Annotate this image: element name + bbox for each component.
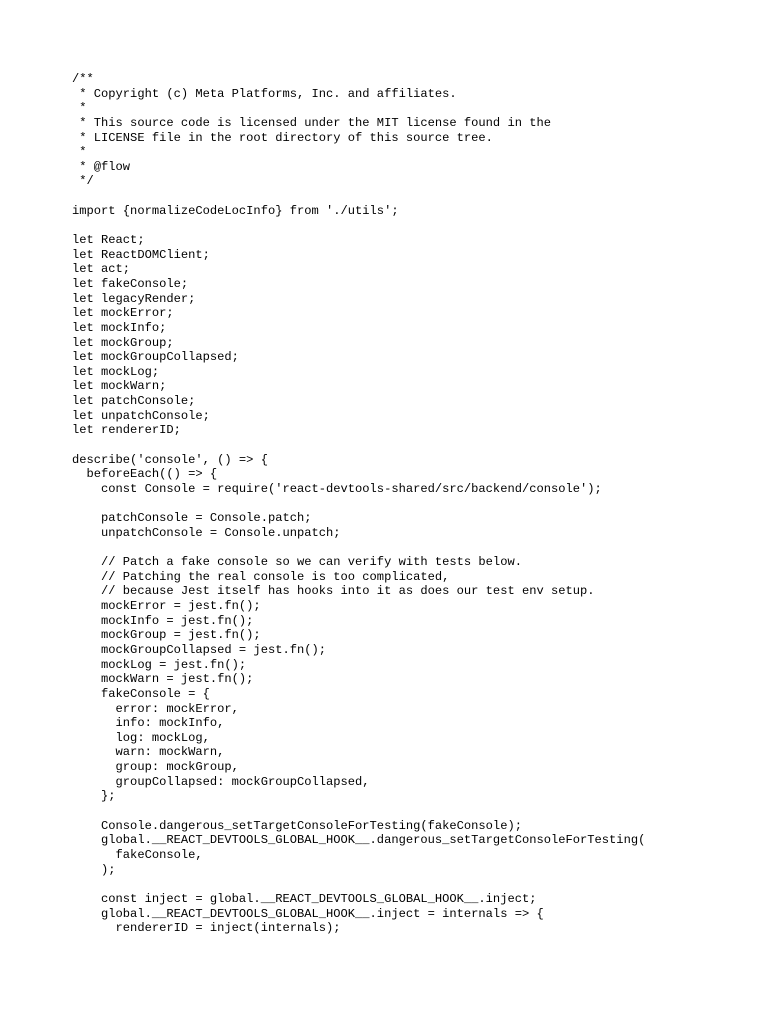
code-line: * xyxy=(72,101,87,116)
code-line: * xyxy=(72,145,87,160)
code-line: rendererID = inject(internals); xyxy=(72,921,341,936)
code-line: global.__REACT_DEVTOOLS_GLOBAL_HOOK__.dangerous_setTargetConsoleForTesting( xyxy=(72,833,646,848)
code-line xyxy=(72,541,645,556)
code-line: let legacyRender; xyxy=(72,291,196,306)
code-line: * LICENSE file in the root directory of this source tree. xyxy=(72,130,493,145)
code-line: * Copyright (c) Meta Platforms, Inc. and affiliates. xyxy=(72,86,457,101)
code-line: let act; xyxy=(72,262,131,277)
code-line: mockLog = jest.fn(); xyxy=(72,657,247,672)
code-line: */ xyxy=(72,174,94,189)
code-line: let unpatchConsole; xyxy=(72,408,210,423)
code-line xyxy=(72,877,645,892)
code-line xyxy=(72,218,645,233)
code-line: import {normalizeCodeLocInfo} from './utils'; xyxy=(72,203,399,218)
code-line: let fakeConsole; xyxy=(72,276,189,291)
code-line: * @flow xyxy=(72,159,131,174)
code-line: // because Jest itself has hooks into it as does our test env setup. xyxy=(72,584,595,599)
code-line: Console.dangerous_setTargetConsoleForTesting(fakeConsole); xyxy=(72,818,522,833)
code-line: const inject = global.__REACT_DEVTOOLS_GLOBAL_HOOK__.inject; xyxy=(72,891,537,906)
code-line: mockInfo = jest.fn(); xyxy=(72,613,254,628)
code-line: mockWarn = jest.fn(); xyxy=(72,672,254,687)
code-line xyxy=(72,804,645,819)
code-line: fakeConsole, xyxy=(72,847,203,862)
code-block xyxy=(72,72,645,936)
code-line: warn: mockWarn, xyxy=(72,745,225,760)
code-line: let mockGroupCollapsed; xyxy=(72,350,239,365)
code-line: let mockLog; xyxy=(72,364,160,379)
code-line: unpatchConsole = Console.unpatch; xyxy=(72,525,341,540)
code-line: mockError = jest.fn(); xyxy=(72,599,261,614)
code-line: let mockError; xyxy=(72,306,174,321)
code-line xyxy=(72,438,645,453)
code-line: log: mockLog, xyxy=(72,730,210,745)
code-line: let ReactDOMClient; xyxy=(72,247,210,262)
code-line: let rendererID; xyxy=(72,423,181,438)
code-line: const Console = require('react-devtools-shared/src/backend/console'); xyxy=(72,481,602,496)
code-line: /** xyxy=(72,72,94,86)
code-line: }; xyxy=(72,789,116,804)
code-line: mockGroupCollapsed = jest.fn(); xyxy=(72,642,327,657)
code-line: mockGroup = jest.fn(); xyxy=(72,628,261,643)
code-line: group: mockGroup, xyxy=(72,760,239,775)
code-line: let mockInfo; xyxy=(72,320,167,335)
code-line: let mockGroup; xyxy=(72,335,174,350)
code-line xyxy=(72,497,645,512)
code-line: // Patching the real console is too complicated, xyxy=(72,569,450,584)
code-line: let mockWarn; xyxy=(72,379,167,394)
code-line: // Patch a fake console so we can verify with tests below. xyxy=(72,555,522,570)
code-line: let patchConsole; xyxy=(72,394,196,409)
code-line: info: mockInfo, xyxy=(72,716,225,731)
code-line: beforeEach(() => { xyxy=(72,467,218,482)
code-line: describe('console', () => { xyxy=(72,452,268,467)
code-line: * This source code is licensed under the MIT license found in the xyxy=(72,115,551,130)
code-line: groupCollapsed: mockGroupCollapsed, xyxy=(72,774,370,789)
code-line: error: mockError, xyxy=(72,701,239,716)
code-line: fakeConsole = { xyxy=(72,686,210,701)
code-line xyxy=(72,189,645,204)
code-line: global.__REACT_DEVTOOLS_GLOBAL_HOOK__.inject = internals => { xyxy=(72,906,544,921)
code-line: patchConsole = Console.patch; xyxy=(72,511,312,526)
code-line: let React; xyxy=(72,233,145,248)
code-line: ); xyxy=(72,862,116,877)
